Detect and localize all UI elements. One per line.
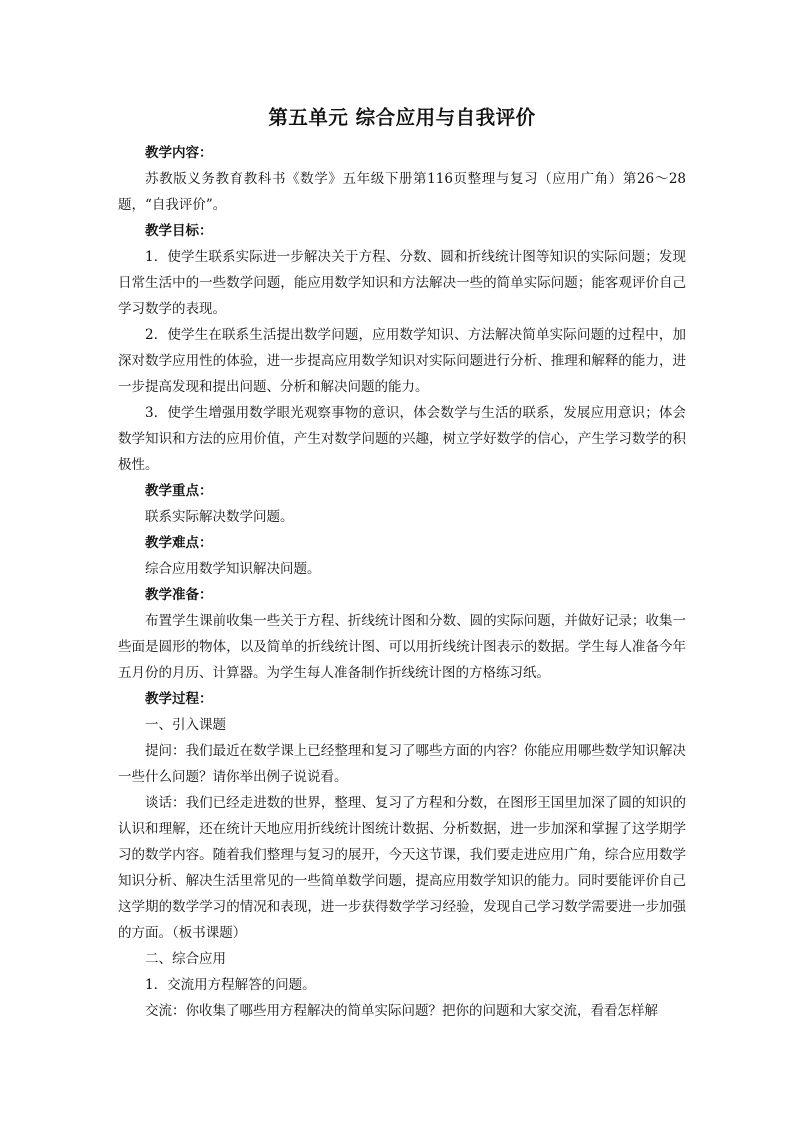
section-heading-key-points: 教学重点： (145, 483, 213, 499)
page-title: 第五单元 综合应用与自我评价 (268, 106, 536, 129)
section-heading-content: 教学内容： (145, 145, 213, 161)
preparation-text: 布置学生课前收集一些关于方程、折线统计图和分数、圆的实际问题，并做好记录；收集一些面是圆形的物体，以及简单的折线统计图、可以用折线统计图表示的数据。学生每人准备今年五月份的月历、计算器。为学生每人准备制作折线统计图的方格练习纸。 (118, 613, 686, 681)
process-talk: 谈话：我们已经走进数的世界，整理、复习了方程和分数，在图形王国里加深了圆的知识的认识和理解，还在统计天地应用折线统计图统计数据、分析数据，进一步加深和掌握了这学期学习的数学内容。随着我们整理与复习的展开，今天这节课，我们要走进应用广角，综合应用数学知识分析、解决生活里常见的一些简单数学问题，提高应用数学知识的能力。同时要能评价自己这学期的数学学习的情况和表现，进一步获得数学学习经验，发现自己学习数学需要进一步加强的方面。（板书课题） (118, 795, 686, 941)
goal-item: 3．使学生增强用数学眼光观察事物的意识，体会数学与生活的联系，发展应用意识；体会数学知识和方法的应用价值，产生对数学问题的兴趣，树立学好数学的信心，产生学习数学的积极性。 (118, 405, 686, 473)
process-exchange: 交流：你收集了哪些用方程解决的简单实际问题？把你的问题和大家交流，看看怎样解 (145, 1003, 658, 1019)
section-heading-process: 教学过程： (145, 691, 213, 707)
section-heading-goals: 教学目标： (145, 223, 213, 239)
content-text: 苏教版义务教育教科书《数学》五年级下册第116页整理与复习（应用广角）第26～28题，“自我评价”。 (118, 171, 686, 213)
section-heading-difficulties: 教学难点： (145, 535, 213, 551)
key-points-text: 联系实际解决数学问题。 (145, 509, 294, 525)
difficulties-text: 综合应用数学知识解决问题。 (145, 561, 321, 577)
process-part1-title: 一、引入课题 (145, 717, 226, 733)
section-heading-preparation: 教学准备： (145, 587, 213, 603)
goal-item: 1．使学生联系实际进一步解决关于方程、分数、圆和折线统计图等知识的实际问题；发现日常生活中的一些数学问题，能应用数学知识和方法解决一些的简单实际问题；能客观评价自己学习数学的表现。 (118, 249, 686, 317)
process-question: 提问：我们最近在数学课上已经整理和复习了哪些方面的内容？你能应用哪些数学知识解决一些什么问题？请你举出例子说说看。 (118, 743, 686, 785)
process-part2-item: 1．交流用方程解答的问题。 (145, 977, 316, 993)
goal-item: 2．使学生在联系生活提出数学问题，应用数学知识、方法解决简单实际问题的过程中，加深对数学应用性的体验，进一步提高应用数学知识对实际问题进行分析、推理和解释的能力，进一步提高发现和提出问题、分析和解决问题的能力。 (118, 327, 686, 395)
process-part2-title: 二、综合应用 (145, 951, 226, 967)
document-page (118, 104, 686, 1024)
